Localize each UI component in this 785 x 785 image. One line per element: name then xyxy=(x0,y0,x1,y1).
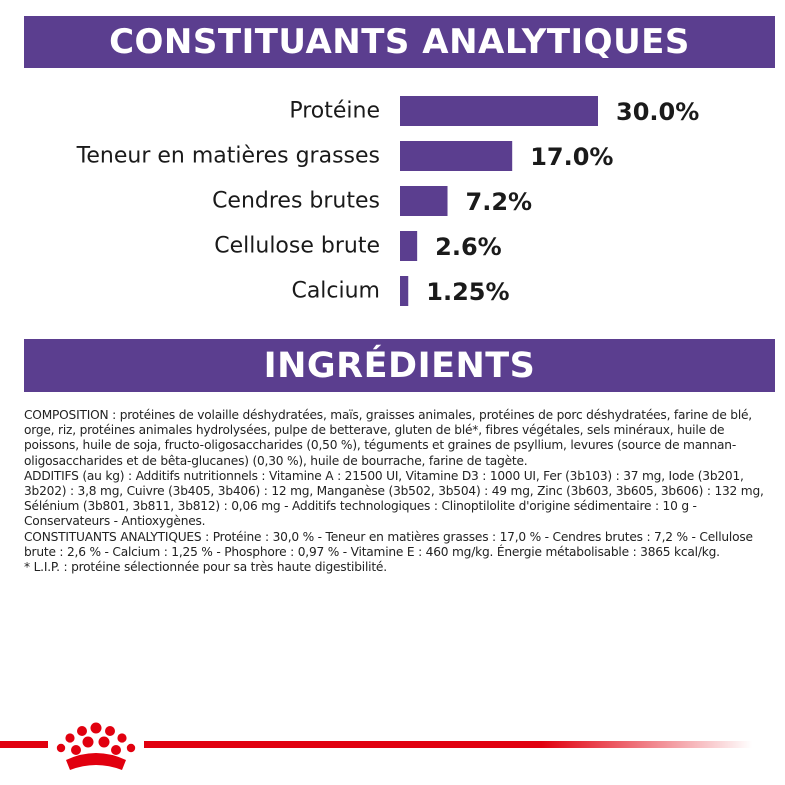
lip-footnote: * L.I.P. : protéine sélectionnée pour sa très haute digestibilité. xyxy=(24,560,387,575)
bar xyxy=(400,231,417,261)
analytical-paragraph: CONSTITUANTS ANALYTIQUES : Protéine : 30,0 % - Teneur en matières grasses : 17,0 % - Cendres brutes : 7,2 % - Cellulose brute : 2,6 % - Calcium : 1,25 % - Phosphore : 0,97 % - Vitamine E : 460 mg/kg. Énergie métabolisable : 3865 kcal/kg. xyxy=(24,529,753,559)
category-label: Calcium xyxy=(291,278,380,304)
bar xyxy=(400,186,448,216)
value-label: 17.0% xyxy=(530,143,614,171)
value-label: 2.6% xyxy=(435,233,502,261)
value-label: 1.25% xyxy=(426,278,510,306)
bar xyxy=(400,276,408,306)
ingredients-heading-banner xyxy=(24,339,775,392)
value-label: 7.2% xyxy=(465,188,533,216)
additives-paragraph: ADDITIFS (au kg) : Additifs nutritionnels : Vitamine A : 21500 UI, Vitamine D3 : 1000 UI, Fer (3b103) : 37 mg, Iode (3b201, 3b202) : 3,8 mg, Cuivre (3b405, 3b406) : 12 mg, Manganèse (3b502, 3b504) : 49 mg, Zinc (3b603, 3b605, 3b606) : 132 mg, Sélénium (3b801, 3b811, 3b812) : 0,06 mg - Additifs technologiques : Clinoptilolite d'origine sédimentaire : 10 g - Conservateurs - Antioxygènes. xyxy=(24,468,764,529)
category-label: Cellulose brute xyxy=(214,233,380,259)
bar xyxy=(400,96,598,126)
ingredients-heading: INGRÉDIENTS xyxy=(263,345,536,386)
bar xyxy=(400,141,512,171)
value-label: 30.0% xyxy=(616,98,700,126)
category-label: Teneur en matières grasses xyxy=(76,143,380,169)
category-label: Protéine xyxy=(289,98,380,124)
analytics-heading: CONSTITUANTS ANALYTIQUES xyxy=(109,22,690,62)
ingredients-text-block xyxy=(24,408,776,575)
royal-canin-crown-icon xyxy=(52,720,140,776)
composition-paragraph: COMPOSITION : protéines de volaille déshydratées, maïs, graisses animales, protéines de porc déshydratées, farine de blé, orge, riz, protéines animales hydrolysées, pulpe de betterave, gluten de blé*, fibres végétales, sels minéraux, huile de poissons, huile de soja, fructo-oligosaccharides (0,50 %), téguments et graines de psyllium, levures (source de mannan-oligosaccharides et de bêta-glucanes) (0,30 %), huile de bourrache, farine de tagète. xyxy=(24,408,752,468)
category-label: Cendres brutes xyxy=(212,188,380,214)
analytics-bar-chart xyxy=(0,0,785,330)
